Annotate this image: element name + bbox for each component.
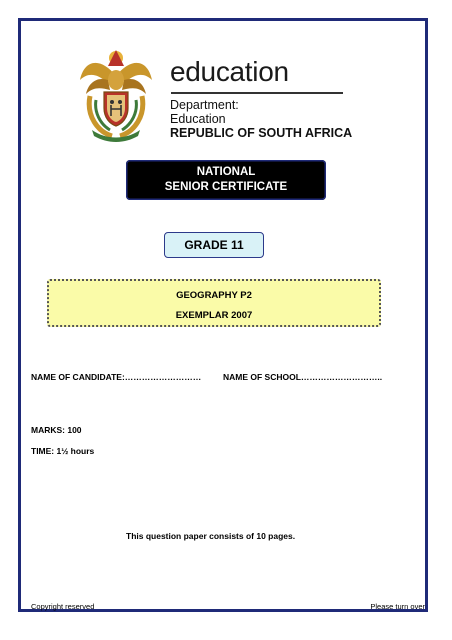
certificate-title-line1: NATIONAL <box>196 166 256 178</box>
subject-box <box>47 279 381 327</box>
grade-badge: GRADE 11 <box>164 232 264 258</box>
department-line2: Education <box>170 112 226 126</box>
candidate-name-field: NAME OF CANDIDATE:……………………… <box>31 372 202 382</box>
department-line1: Department: <box>170 98 239 112</box>
coat-of-arms-icon <box>78 46 154 144</box>
logo-divider <box>171 92 343 94</box>
subject-title: GEOGRAPHY P2 <box>176 290 252 301</box>
school-name-field: NAME OF SCHOOL……………………….. <box>223 372 383 382</box>
copyright-footer: Copyright reserved <box>31 602 95 611</box>
turn-over-footer: Please turn over <box>370 602 425 611</box>
marks-label: MARKS: 100 <box>31 425 82 435</box>
certificate-title-box <box>126 160 326 200</box>
time-label: TIME: 1½ hours <box>31 446 95 456</box>
education-logo-text: education <box>170 56 289 87</box>
department-label <box>170 98 239 126</box>
subject-edition: EXEMPLAR 2007 <box>175 310 253 321</box>
page-count-note: This question paper consists of 10 pages. <box>126 531 296 541</box>
certificate-title-line2: SENIOR CERTIFICATE <box>164 181 288 193</box>
republic-label: REPUBLIC OF SOUTH AFRICA <box>170 126 353 140</box>
